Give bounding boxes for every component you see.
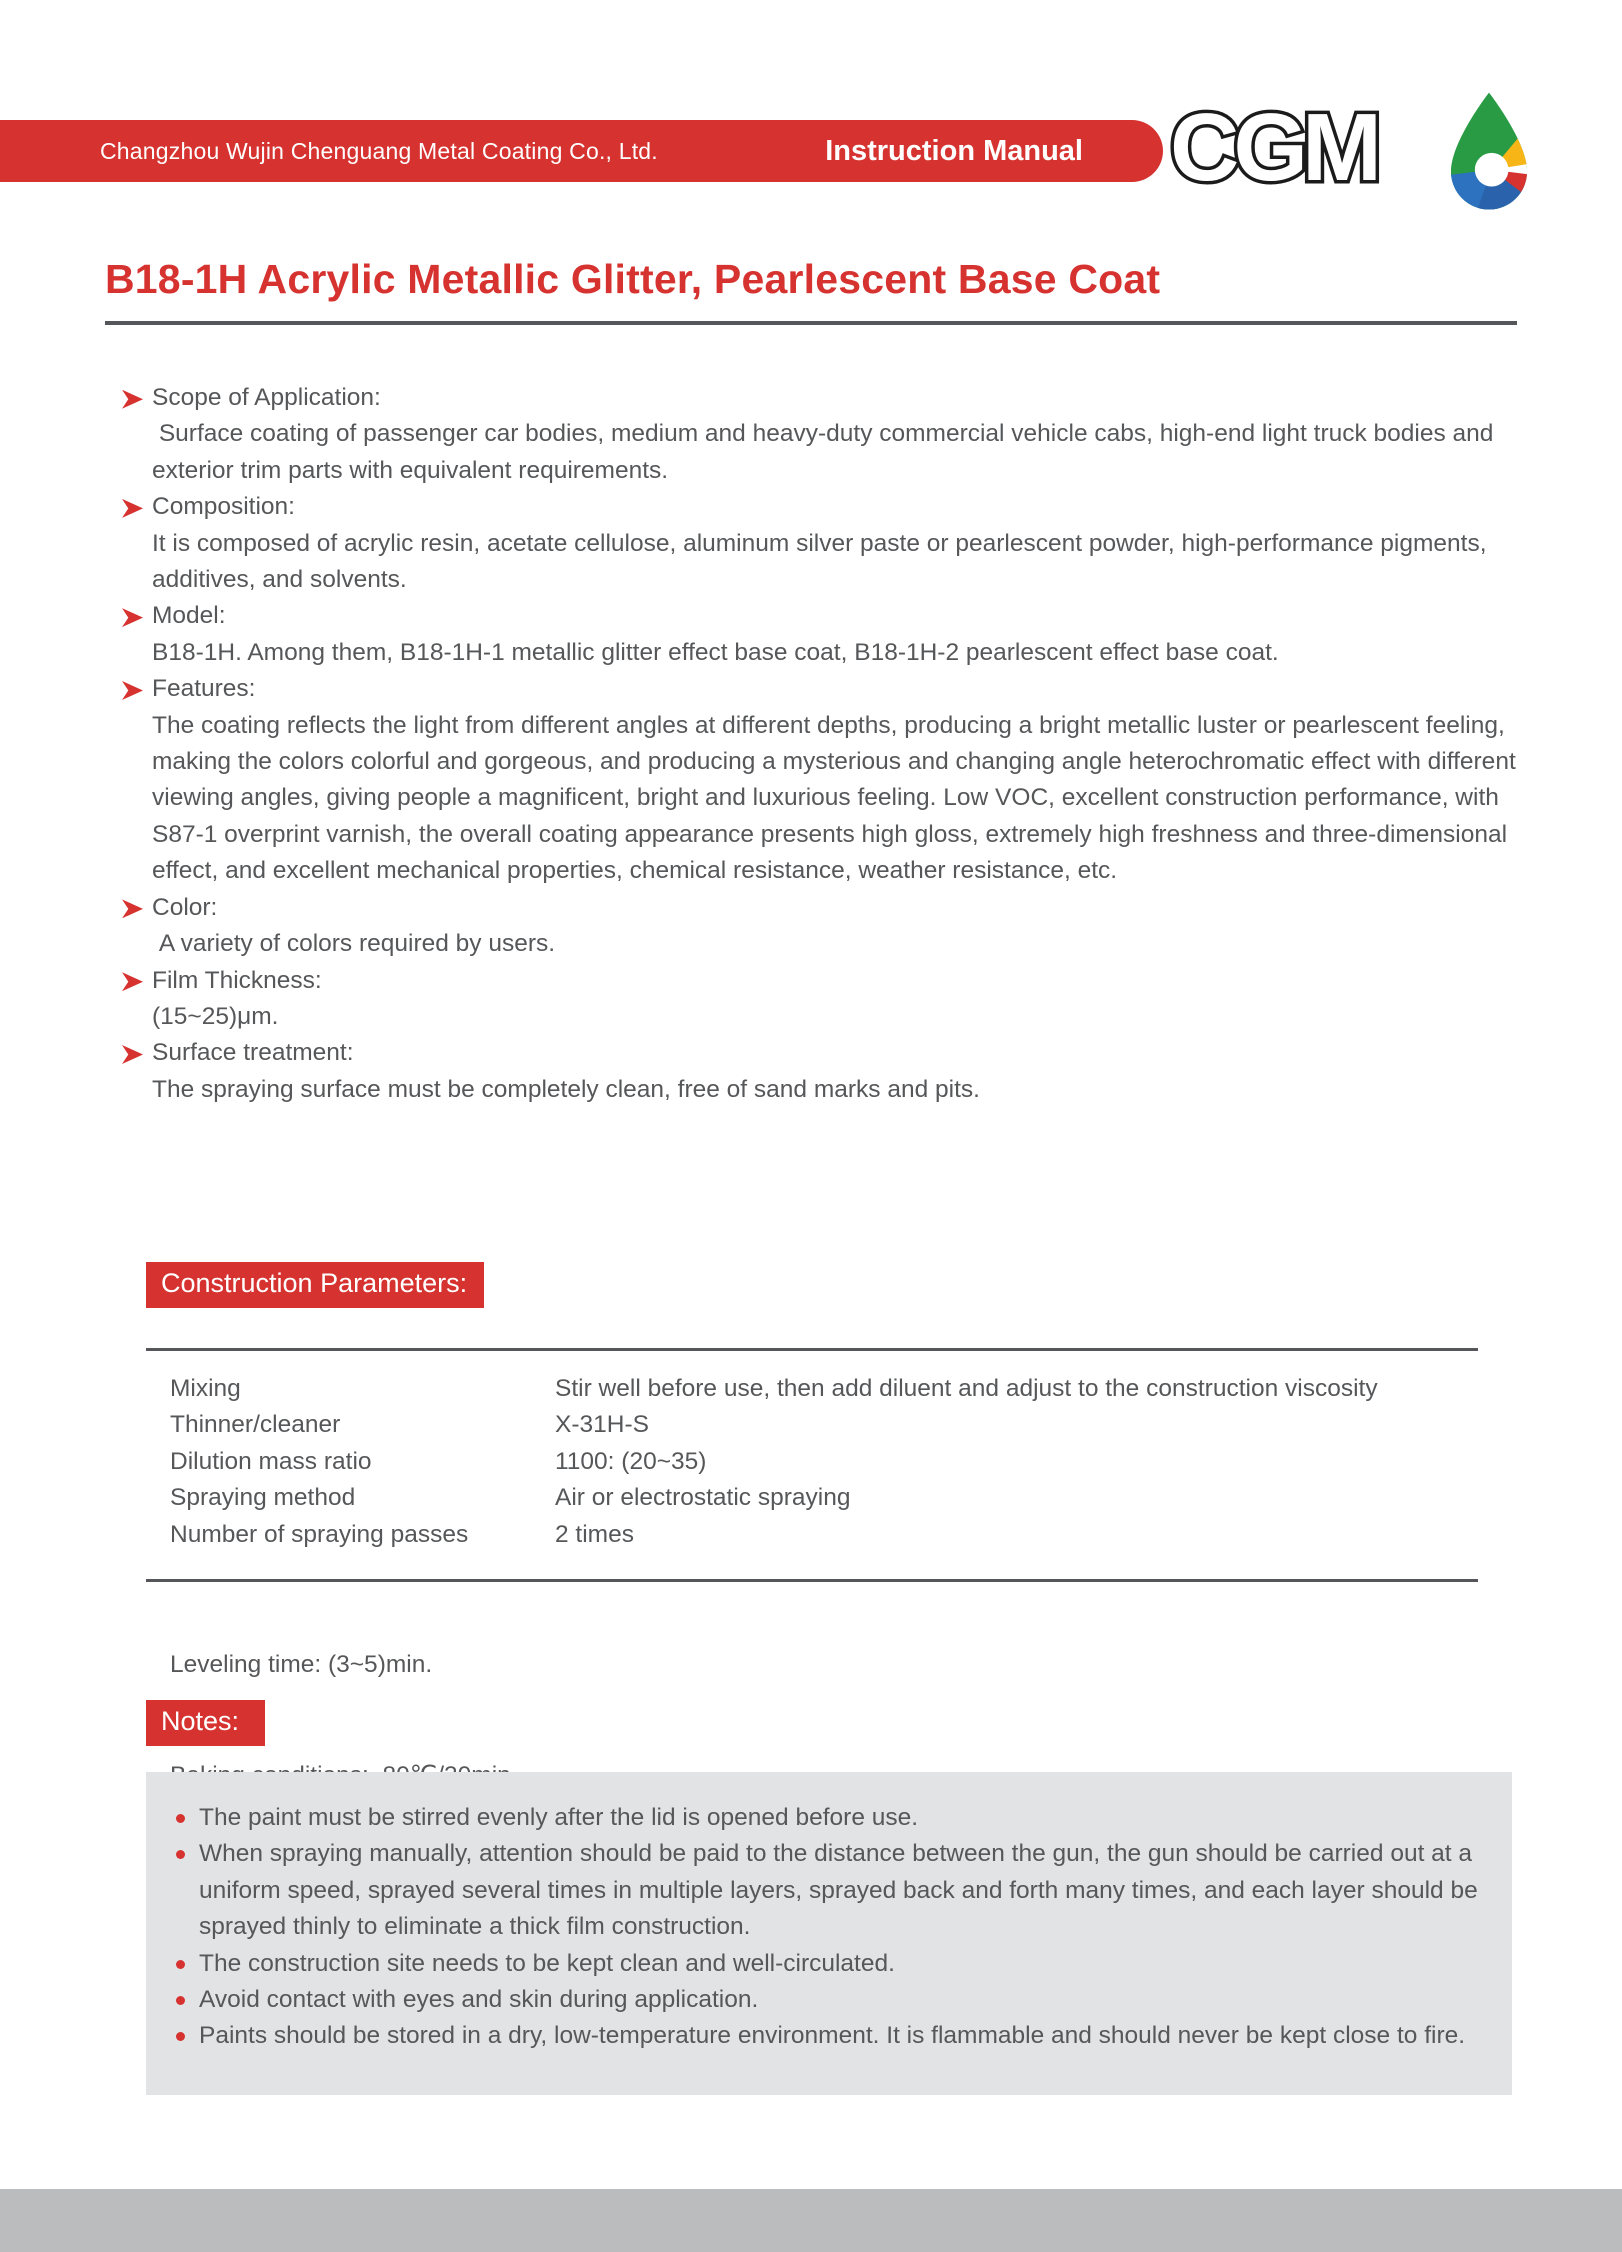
leveling-time-text: Leveling time: (3~5)min.: [170, 1651, 433, 1678]
spec-sections: [122, 380, 1522, 1108]
parameter-value: 2 times: [555, 1520, 634, 1548]
parameter-row: [170, 1517, 1478, 1553]
note-item: [174, 1946, 1478, 1982]
note-item: [174, 1800, 1478, 1836]
section-label: Composition:: [152, 493, 295, 521]
arrow-bullet-icon: [122, 1045, 143, 1064]
notes-panel: [146, 1772, 1512, 2095]
note-text: The construction site needs to be kept clean and well-circulated.: [199, 1949, 895, 1977]
parameter-value: X-31H-S: [555, 1411, 649, 1439]
section-body: The coating reflects the light from different angles at different depths, producing a bright metallic luster or pearlescent feeling, making the colors colorful and gorgeous, and producing a mysterious and changing angle heterochromatic effect with different viewing angles, giving people a magnificent, bright and luxurious feeling. Low VOC, excellent construction performance, with S87-1 overprint varnish, the overall coating appearance presents high gloss, extremely high freshness and three-dimensional effect, and excellent mechanical properties, chemical resistance, weather resistance, etc.: [152, 711, 1523, 885]
notes-heading: Notes:: [146, 1700, 265, 1746]
section-model: [122, 598, 1522, 671]
droplet-icon: [1430, 90, 1548, 214]
section-label-row: [122, 1035, 1522, 1071]
section-label: Film Thickness:: [152, 966, 322, 994]
bullet-dot-icon: [176, 2032, 185, 2041]
note-item: [174, 1836, 1478, 1945]
note-text: The paint must be stirred evenly after the lid is opened before use.: [199, 1804, 919, 1831]
bullet-dot-icon: [176, 1814, 185, 1823]
note-item: [174, 1982, 1478, 2018]
cgm-logo-text: [1168, 84, 1436, 206]
footer-bar: [0, 2189, 1622, 2252]
manual-title: Instruction Manual: [825, 134, 1083, 167]
parameter-row: [170, 1371, 1478, 1407]
section-label-row: [122, 890, 1522, 926]
bullet-dot-icon: [176, 1960, 185, 1969]
title-divider: [105, 321, 1517, 325]
parameter-value: Air or electrostatic spraying: [555, 1484, 851, 1512]
bullet-dot-icon: [176, 1996, 185, 2005]
note-text: When spraying manually, attention should be paid to the distance between the gun, the gun should be carried out at a uniform speed, sprayed several times in multiple layers, sprayed back and forth many times, and each layer should be sprayed thinly to eliminate a thick film construction.: [199, 1840, 1478, 1941]
section-label-row: [122, 963, 1522, 999]
parameter-label: Spraying method: [170, 1484, 356, 1512]
page-title: B18-1H Acrylic Metallic Glitter, Pearlescent Base Coat: [105, 256, 1161, 302]
section-composition: [122, 489, 1522, 598]
cgm-logo: [1168, 84, 1548, 214]
svg-text:CGM: CGM: [1170, 94, 1376, 201]
section-features: [122, 671, 1522, 889]
parameter-label: Thinner/cleaner: [170, 1411, 341, 1439]
section-label: Model:: [152, 602, 226, 630]
parameter-label: Mixing: [170, 1375, 241, 1402]
arrow-bullet-icon: [122, 390, 143, 409]
parameter-value: 1100: (20~35): [555, 1447, 707, 1475]
parameter-row: [170, 1407, 1478, 1443]
section-label: Scope of Application:: [152, 384, 381, 411]
note-text: Avoid contact with eyes and skin during application.: [199, 1986, 759, 2014]
arrow-bullet-icon: [122, 681, 143, 700]
company-name: Changzhou Wujin Chenguang Metal Coating Co., Ltd.: [100, 137, 658, 164]
arrow-bullet-icon: [122, 899, 143, 918]
parameter-row: [170, 1480, 1478, 1516]
bullet-dot-icon: [176, 1850, 185, 1859]
section-body: (15~25)μm.: [152, 1002, 279, 1030]
section-body: Surface coating of passenger car bodies, medium and heavy-duty commercial vehicle cabs, high-end light truck bodies and exterior trim parts with equivalent requirements.: [152, 420, 1501, 484]
parameter-label: Dilution mass ratio: [170, 1447, 372, 1475]
parameter-value: Stir well before use, then add diluent and adjust to the construction viscosity: [555, 1375, 1378, 1402]
section-surface-treatment: [122, 1035, 1522, 1108]
section-body: It is composed of acrylic resin, acetate cellulose, aluminum silver paste or pearlescent powder, high-performance pigments, additives, and solvents.: [152, 529, 1494, 594]
construction-parameters-table: [146, 1348, 1478, 1582]
section-label: Color:: [152, 893, 218, 921]
arrow-bullet-icon: [122, 608, 143, 627]
note-text: Paints should be stored in a dry, low-temperature environment. It is flammable and should never be kept close to fire.: [199, 2022, 1466, 2050]
section-body: The spraying surface must be completely clean, free of sand marks and pits.: [152, 1075, 980, 1103]
construction-parameters-heading: Construction Parameters:: [146, 1262, 484, 1308]
section-body: A variety of colors required by users.: [152, 930, 556, 958]
parameter-row: [170, 1444, 1478, 1480]
arrow-bullet-icon: [122, 972, 143, 991]
section-label-row: [122, 598, 1522, 634]
section-label: Surface treatment:: [152, 1039, 354, 1067]
section-label: Features:: [152, 675, 256, 703]
note-item: [174, 2018, 1478, 2054]
section-color: [122, 890, 1522, 963]
arrow-bullet-icon: [122, 499, 143, 518]
section-label-row: [122, 380, 1522, 416]
section-label-row: [122, 671, 1522, 707]
section-film-thickness: [122, 963, 1522, 1036]
header-bar: [0, 120, 1163, 182]
parameter-label: Number of spraying passes: [170, 1520, 469, 1548]
title-block: [105, 256, 1525, 325]
section-body: B18-1H. Among them, B18-1H-1 metallic glitter effect base coat, B18-1H-2 pearlescent effect base coat.: [152, 638, 1279, 666]
section-scope: [122, 380, 1522, 489]
section-label-row: [122, 489, 1522, 525]
